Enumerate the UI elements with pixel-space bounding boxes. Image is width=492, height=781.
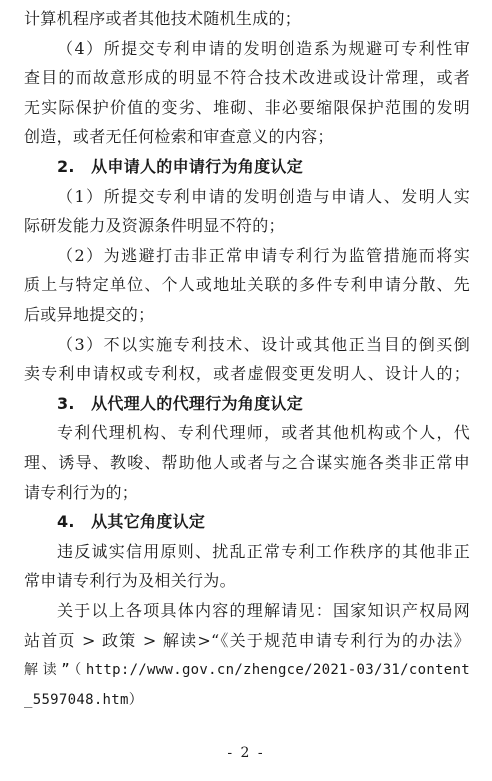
paragraph-line: 计算机程序或者其他技术随机生成的； bbox=[24, 9, 302, 28]
paragraph-line: 理、诱导、教唆、帮助他人或者与之合谋实施各类非正常申 bbox=[24, 453, 470, 472]
paragraph-line: 创造，或者无任何检索和审查意义的内容； bbox=[24, 127, 334, 146]
paragraph-line: （3）不以实施专利技术、设计或其他正当目的倒买倒 bbox=[57, 335, 470, 354]
paragraph-line: _5597048.htm） bbox=[24, 692, 144, 708]
paragraph-line: 质上与特定单位、个人或地址关联的多件专利申请分散、先 bbox=[24, 275, 470, 294]
section-heading: 2. 从申请人的申请行为角度认定 bbox=[57, 157, 304, 176]
paragraph-line: 专利代理机构、专利代理师，或者其他机构或个人，代 bbox=[57, 423, 470, 442]
paragraph-line: 际研发能力及资源条件明显不符的； bbox=[24, 216, 285, 235]
paragraph-line: （4）所提交专利申请的发明创造系为规避可专利性审 bbox=[57, 39, 470, 58]
paragraph-line: 解读”（http://www.gov.cn/zhengce/2021-03/31/content bbox=[24, 662, 470, 678]
paragraph-line: （2）为逃避打击非正常申请专利行为监管措施而将实 bbox=[57, 246, 470, 265]
paragraph-line: 无实际保护价值的变劣、堆砌、非必要缩限保护范围的发明 bbox=[24, 98, 470, 117]
section-heading: 3. 从代理人的代理行为角度认定 bbox=[57, 394, 304, 413]
paragraph-line: （1）所提交专利申请的发明创造与申请人、发明人实 bbox=[57, 187, 470, 206]
paragraph-line: 请专利行为的； bbox=[24, 483, 139, 502]
page-number: - 2 - bbox=[227, 745, 265, 761]
paragraph-line: 关于以上各项具体内容的理解请见：国家知识产权局网 bbox=[57, 601, 470, 620]
section-heading: 4. 从其它角度认定 bbox=[57, 512, 206, 531]
paragraph-line: 常申请专利行为及相关行为。 bbox=[24, 571, 236, 590]
paragraph-line: 站首页 > 政策 > 解读>“《关于规范申请专利行为的办法》 bbox=[24, 631, 470, 650]
paragraph-line: 后或异地提交的； bbox=[24, 305, 155, 324]
paragraph-line: 卖专利申请权或专利权，或者虚假变更发明人、设计人的； bbox=[24, 364, 470, 383]
paragraph-line: 违反诚实信用原则、扰乱正常专利工作秩序的其他非正 bbox=[57, 542, 470, 561]
paragraph-line: 查目的而故意形成的明显不符合技术改进或设计常理，或者 bbox=[24, 68, 470, 87]
